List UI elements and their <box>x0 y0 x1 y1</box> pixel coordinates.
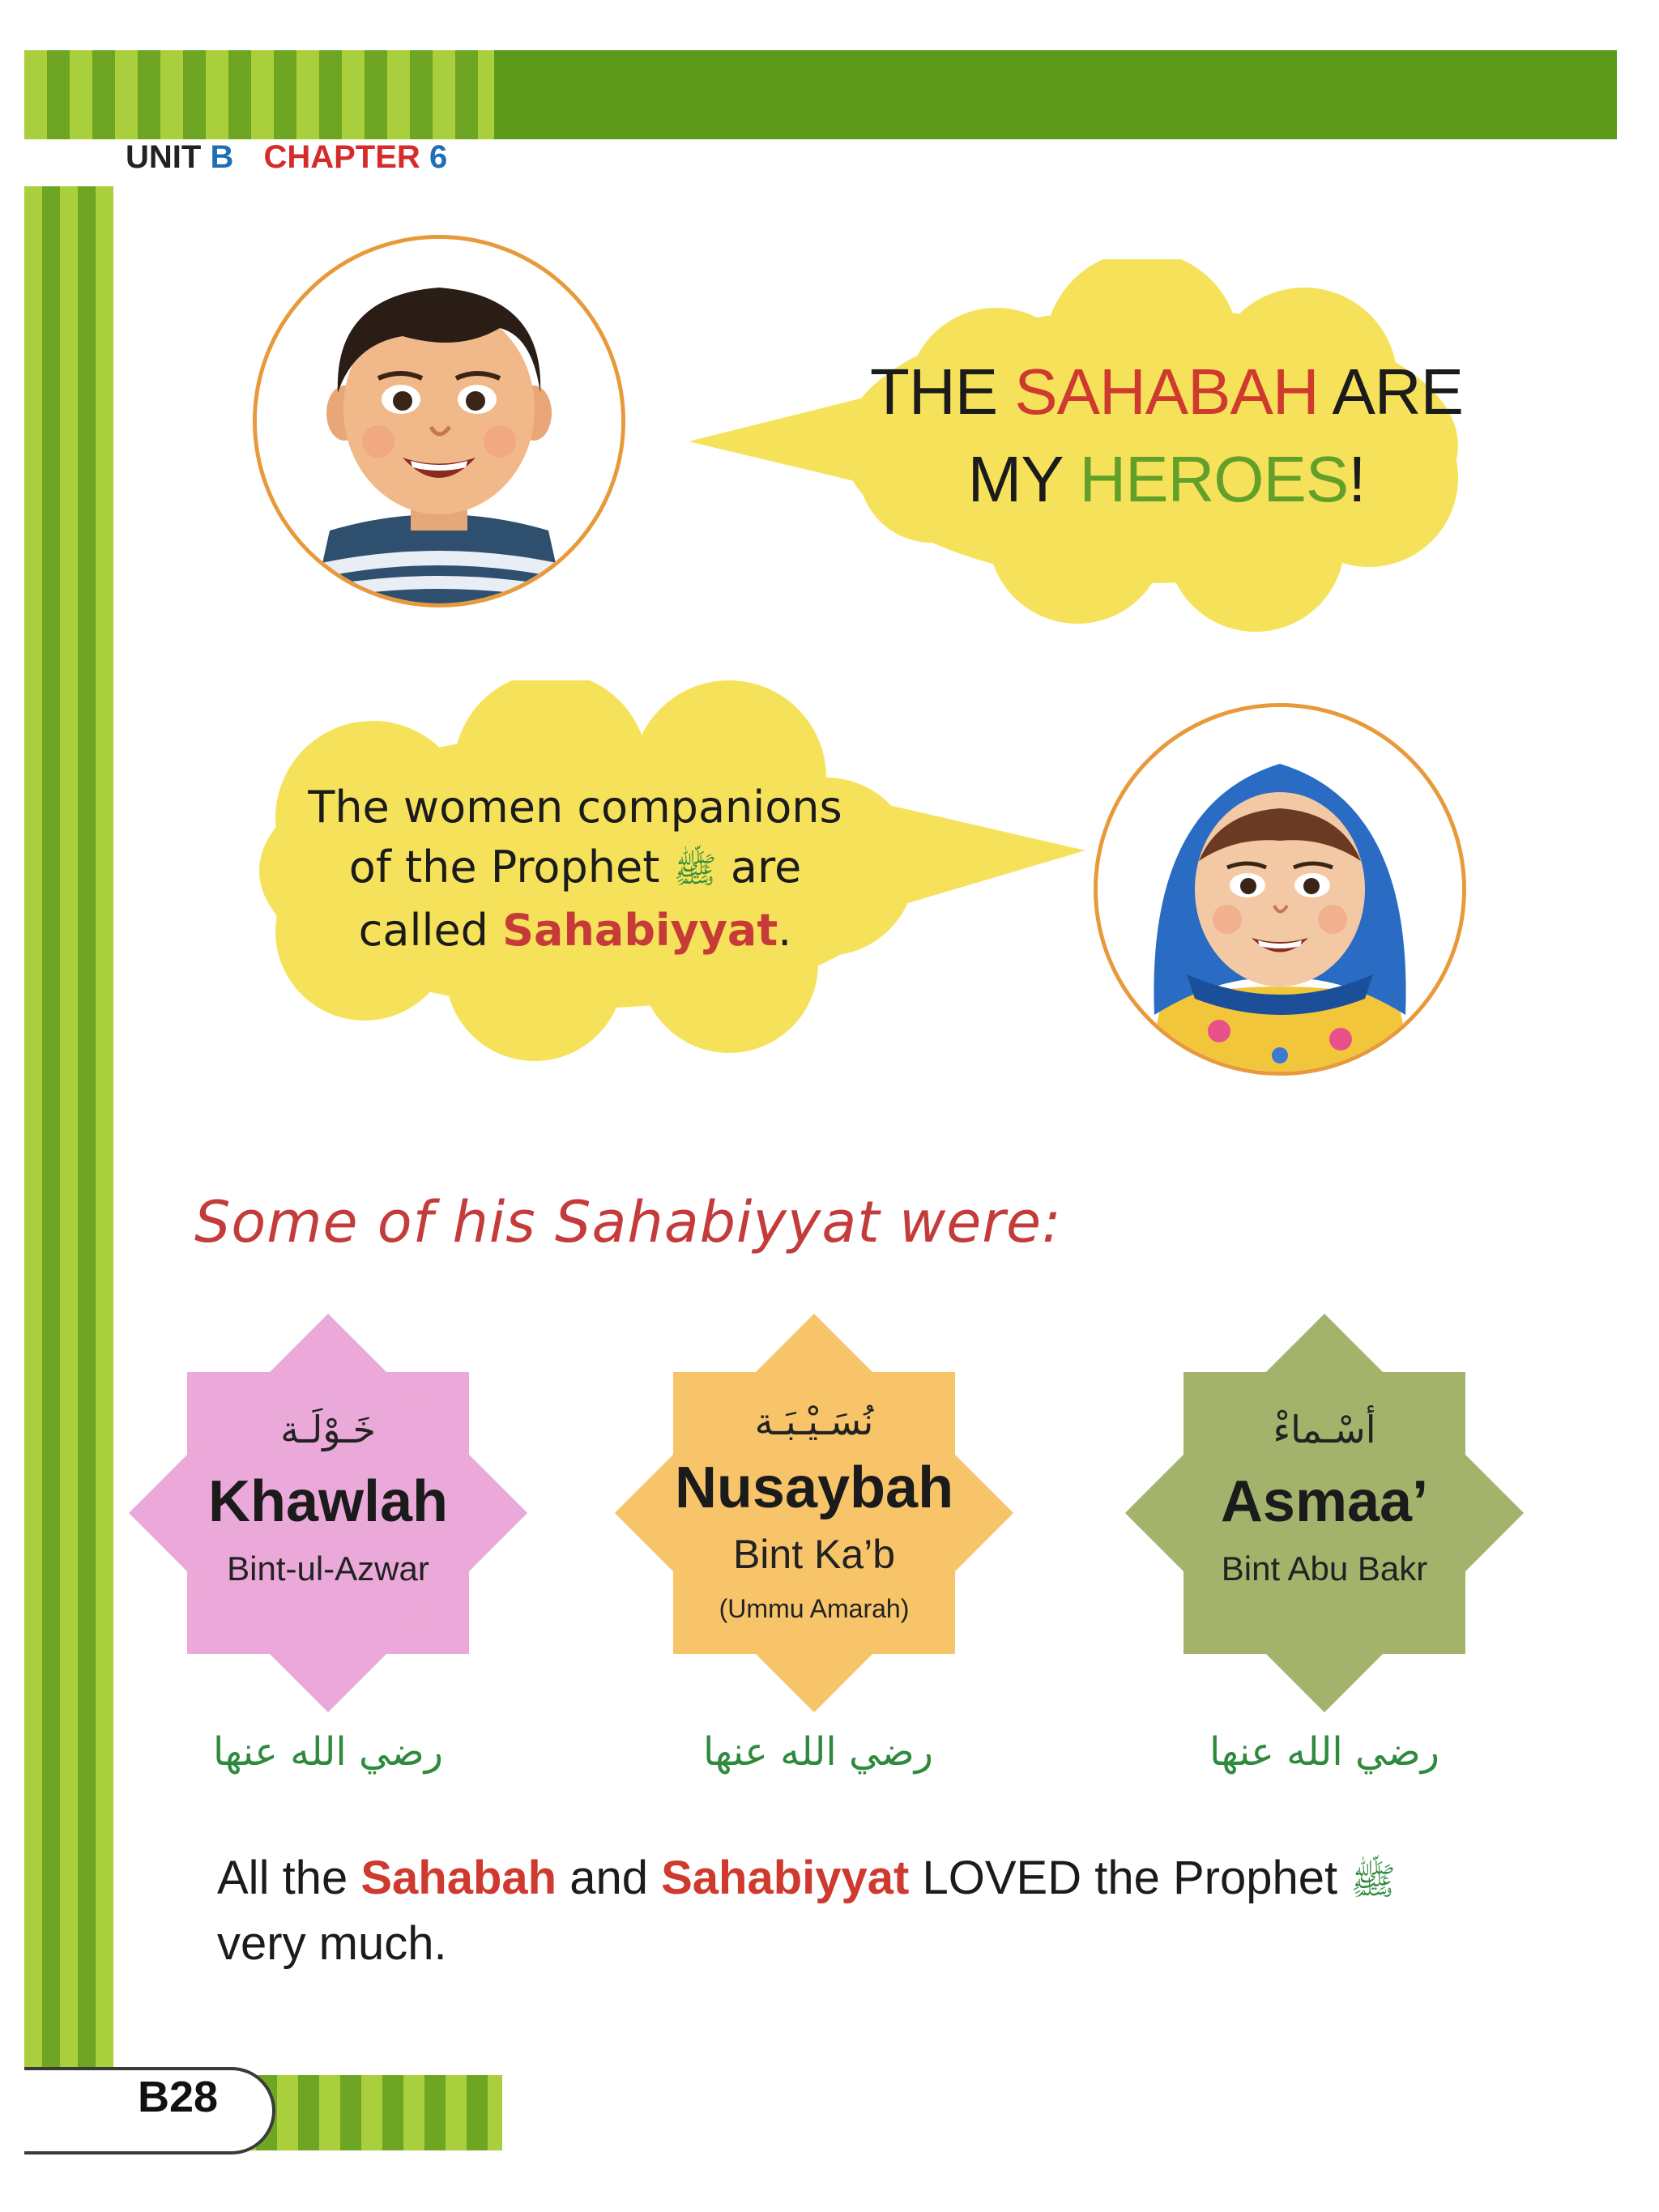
sahabah-word: SAHABAH <box>1014 356 1319 428</box>
women-text-part: of the Prophet <box>348 842 660 893</box>
women-bubble-text <box>267 778 883 961</box>
top-striped-band <box>24 50 494 139</box>
sahabiyyah-name: Khawlah <box>207 1469 449 1534</box>
sahabiyyah-name: Asmaa’ <box>1220 1469 1429 1534</box>
closing-sentence <box>217 1847 1513 1975</box>
women-text-line: The women companions <box>308 782 842 833</box>
sahabiyyah-card-nusaybah <box>620 1319 1009 1707</box>
page-number: B28 <box>138 2073 219 2121</box>
closing-part: All the <box>217 1852 361 1904</box>
unit-word: UNIT <box>126 139 202 175</box>
girl-portrait-icon <box>1094 703 1466 1076</box>
sahabiyyah-lineage: Bint Ka’b <box>732 1532 896 1577</box>
arabic-name: أسْـماءْ <box>1273 1408 1376 1451</box>
sahabiyyat-word: Sahabiyyat <box>661 1852 910 1904</box>
chapter-word: CHAPTER <box>263 139 420 175</box>
sahabiyyah-lineage: Bint Abu Bakr <box>1221 1549 1428 1588</box>
closing-part: and <box>557 1852 662 1904</box>
boy-portrait-icon <box>253 235 625 607</box>
hero-text-part: THE <box>870 356 1015 428</box>
hero-text-part: ! <box>1348 443 1366 515</box>
closing-part: LOVED the Prophet <box>909 1852 1351 1904</box>
heroes-word: HEROES <box>1079 443 1349 515</box>
unit-letter: B <box>210 139 234 175</box>
arabic-name: نُسَـيْـبَـة <box>754 1400 874 1443</box>
sahabiyyah-card-khawlah <box>134 1319 522 1707</box>
sahabiyyah-kunya: (Ummu Amarah) <box>719 1594 910 1623</box>
sahabah-word: Sahabah <box>360 1852 557 1904</box>
hero-text-part: MY <box>967 443 1080 515</box>
women-text-part: are <box>730 842 802 893</box>
sahabiyyah-name: Nusaybah <box>674 1455 954 1520</box>
women-text-part: . <box>778 905 792 956</box>
left-striped-band <box>24 186 113 2082</box>
sahabiyyah-lineage: Bint-ul-Azwar <box>227 1549 429 1588</box>
salawat-symbol: ﷺ <box>673 850 717 891</box>
honorific-asmaa: رضي الله عنها <box>1209 1729 1439 1775</box>
sahabiyyat-list-heading: Some of his Sahabiyyat were: <box>194 1189 1062 1255</box>
sahabiyyah-card-asmaa <box>1130 1319 1519 1707</box>
unit-chapter-label <box>126 139 447 176</box>
honorific-nusaybah: رضي الله عنها <box>703 1729 933 1775</box>
sahabiyyat-word: Sahabiyyat <box>502 905 778 956</box>
chapter-number: 6 <box>429 139 448 175</box>
arabic-name: خَـوْلَـة <box>280 1408 376 1451</box>
hero-text-part: ARE <box>1318 356 1463 428</box>
women-text-part: called <box>358 905 503 956</box>
hero-bubble-text <box>842 348 1491 523</box>
salawat-symbol: ﷺ <box>1350 1860 1396 1902</box>
honorific-khawlah: رضي الله عنها <box>213 1729 443 1775</box>
closing-part: very much. <box>217 1917 447 1970</box>
